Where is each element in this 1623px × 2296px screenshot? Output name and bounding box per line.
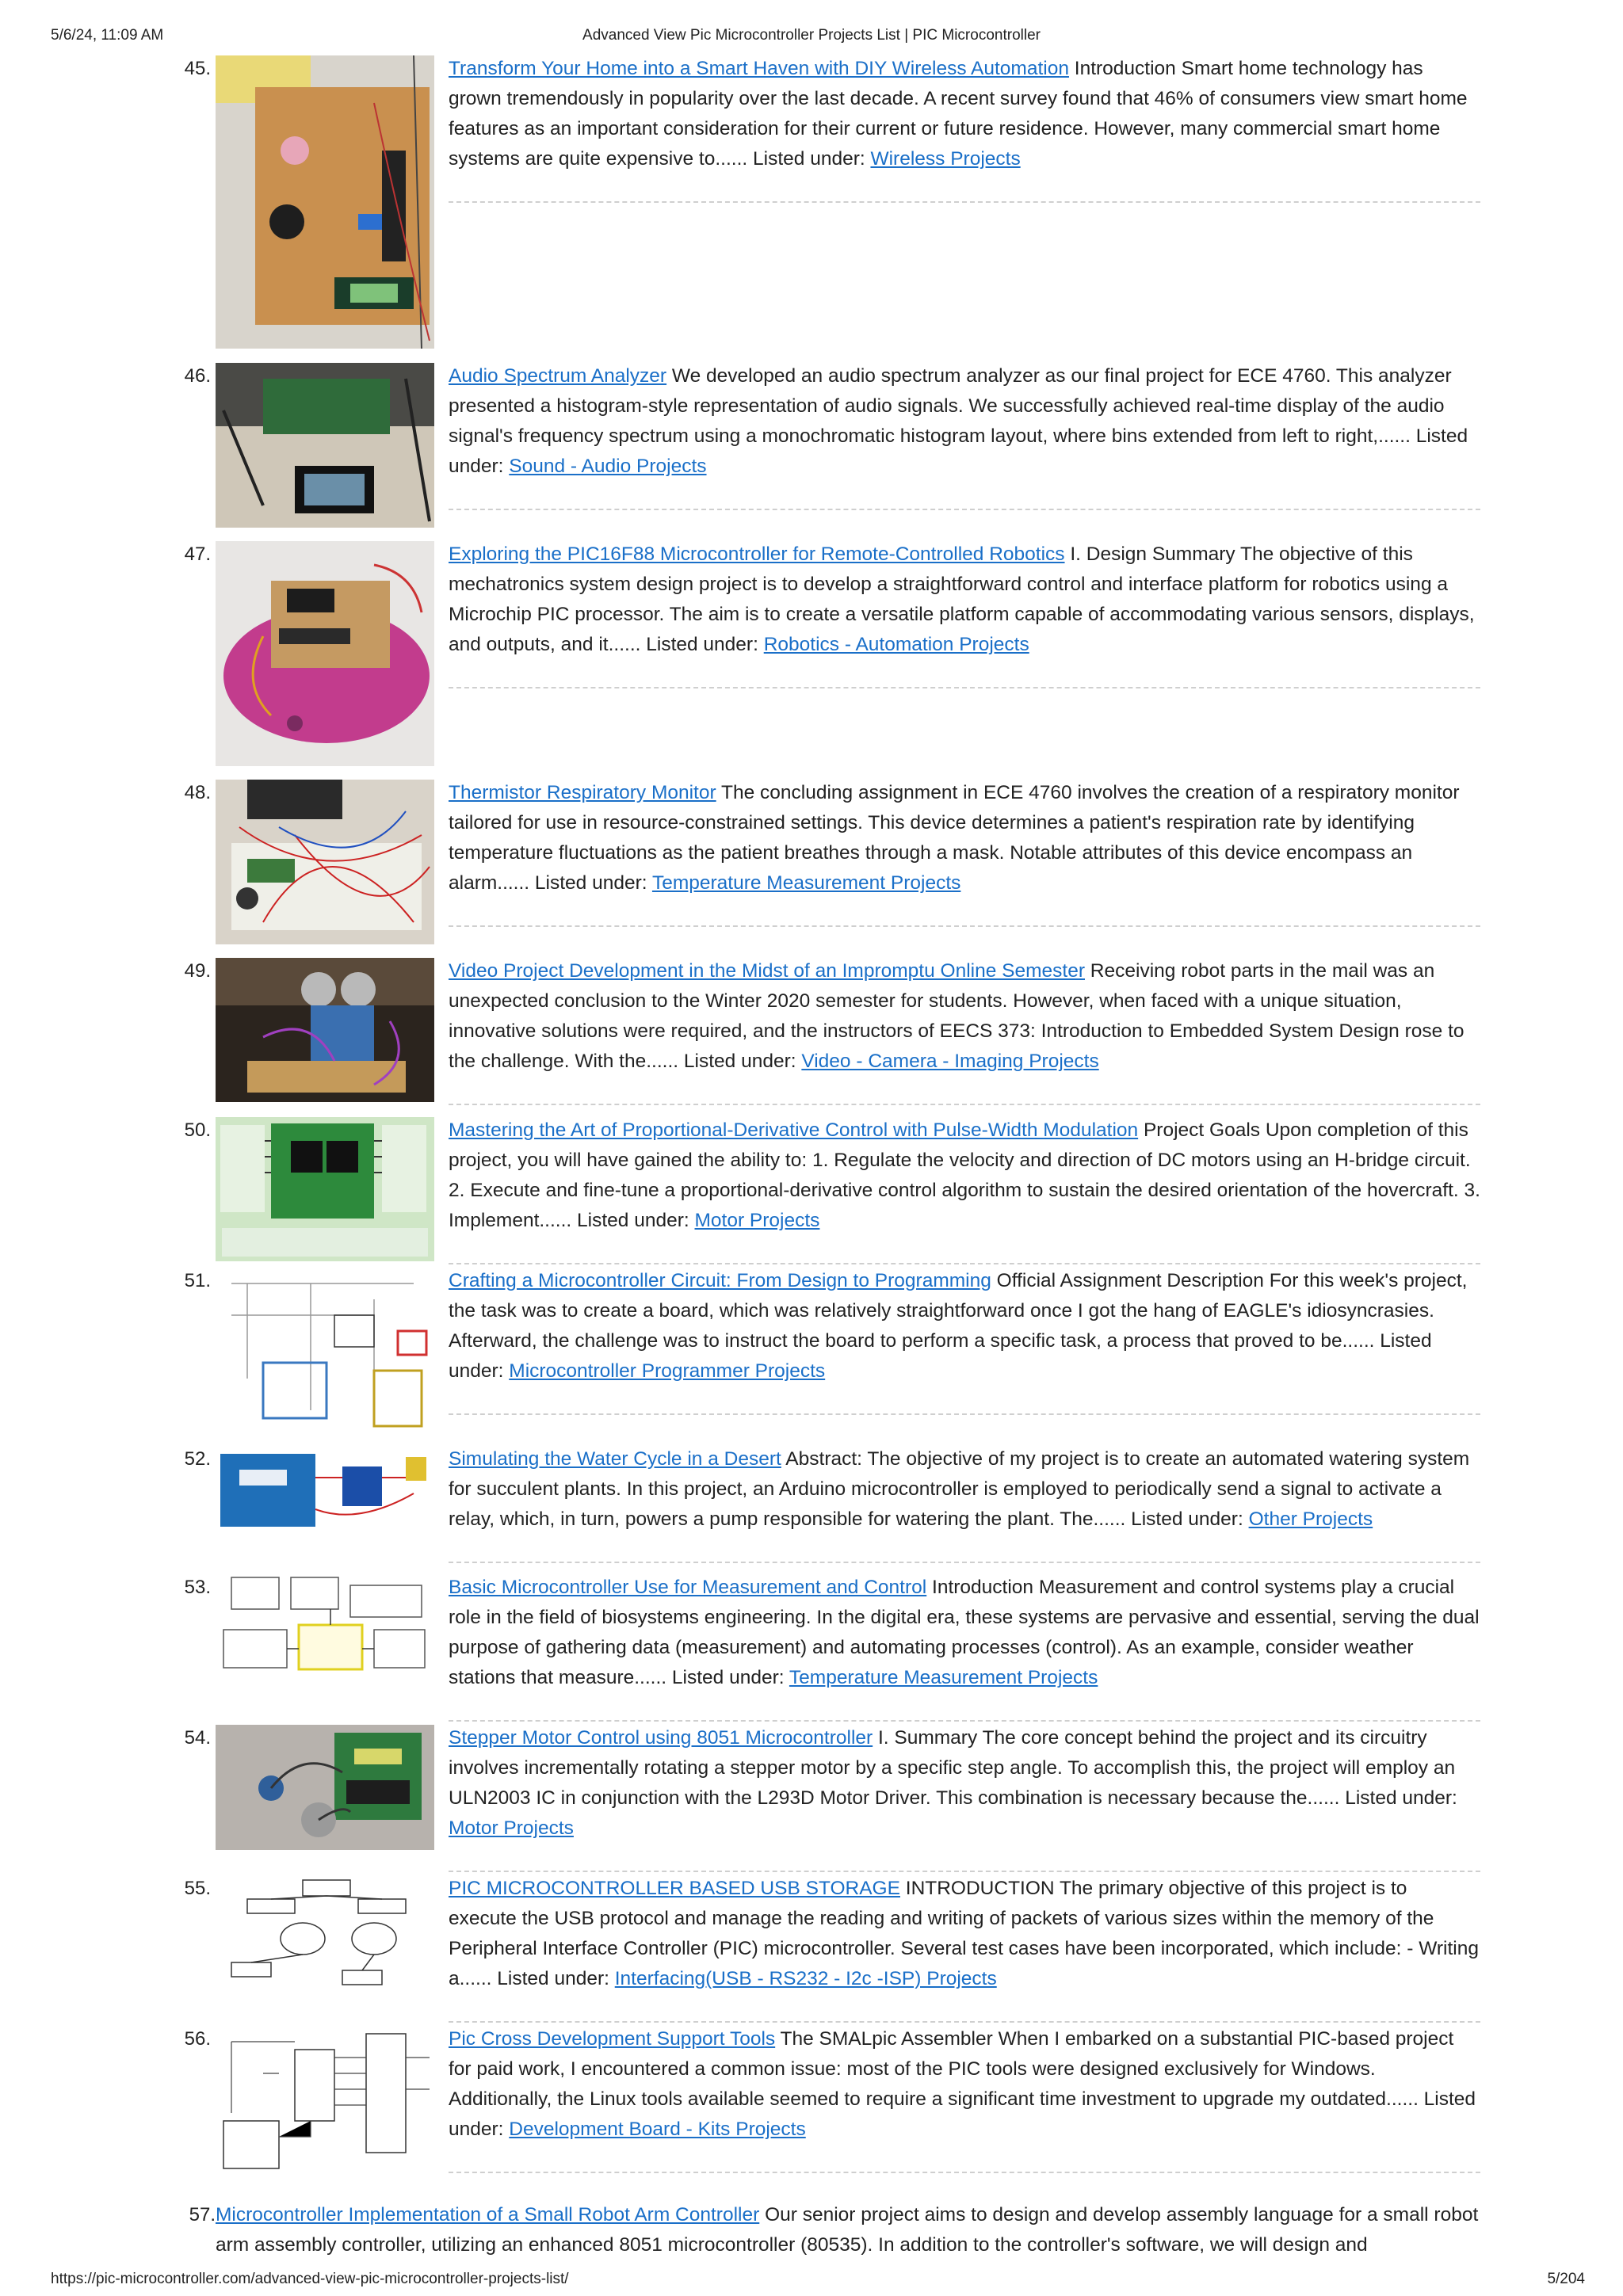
item-divider	[449, 1871, 1480, 1872]
item-number: 47.	[184, 543, 211, 565]
category-link[interactable]: Video - Camera - Imaging Projects	[801, 1051, 1099, 1072]
item-number: 55.	[184, 1878, 211, 1899]
item-number: 49.	[184, 960, 211, 982]
item-number: 45.	[184, 58, 211, 79]
robot-platform-photo-icon[interactable]	[216, 541, 434, 766]
item-description: We developed an audio spectrum analyzer as our final project for ECE 4760. This analyzer presented a histogram-style representation of audio signals. We successfully achieved real-time display of the audio signal's frequency spectrum using a monochromatic histogram layout, where bins extended from left to right,...... Listed under:	[449, 365, 1468, 477]
circuit-schematic-image-icon[interactable]	[216, 2026, 434, 2180]
category-link[interactable]: Wireless Projects	[870, 148, 1021, 170]
item-description: Abstract: The objective of my project is to create an automated watering system for succulent plants. In this project, an Arduino microcontroller is employed to periodically send a signal to activate a relay, which, in turn, powers a pump responsible for watering the plant. The...... Listed under:	[449, 1448, 1470, 1530]
item-text	[449, 956, 1480, 1077]
page-title: Advanced View Pic Microcontroller Projects List | PIC Microcontroller	[582, 27, 1041, 44]
project-link[interactable]: Pic Cross Development Support Tools	[449, 2028, 776, 2050]
ultrasonic-robot-photo-icon[interactable]	[216, 958, 434, 1102]
category-link[interactable]: Temperature Measurement Projects	[651, 872, 961, 894]
project-link[interactable]: Simulating the Water Cycle in a Desert	[449, 1448, 781, 1470]
item-divider	[449, 1104, 1480, 1105]
category-link[interactable]: Microcontroller Programmer Projects	[509, 1360, 826, 1382]
category-link[interactable]: Other Projects	[1248, 1508, 1373, 1530]
item-description: I. Design Summary The objective of this mechatronics system design project is to develop a straightforward control and interface platform for robotics using a Microchip PIC processor. The aim is to create a versatile platform capable of accommodating various sensors, displays, and outputs, and it...... Listed under:	[449, 543, 1475, 655]
page-number: 5/204	[1547, 2271, 1585, 2287]
category-link[interactable]: Development Board - Kits Projects	[509, 2119, 806, 2140]
project-link[interactable]: Mastering the Art of Proportional-Derivative Control with Pulse-Width Modulation	[449, 1119, 1139, 1141]
item-number: 51.	[184, 1270, 211, 1291]
project-link[interactable]: Transform Your Home into a Smart Haven with DIY Wireless Automation	[449, 58, 1069, 79]
item-text	[449, 1116, 1480, 1236]
item-description: I. Summary The core concept behind the project and its circuitry involves incrementally rotating a stepper motor by a specific step angle. To accomplish this, the project will employ an ULN2003 IC in conjunction with the L293D Motor Driver. This combination is necessary because the...... Listed under:	[449, 1727, 1457, 1809]
item-description: Project Goals Upon completion of this project, you will have gained the ability to: 1. Regulate the velocity and direction of DC motors using an H-bridge circuit. 2. Execute and fine-tune a proportional-derivative control algorithm to sustain the desired orientation of the hovercraft. 3. Implement...... Listed under:	[449, 1119, 1480, 1231]
project-link[interactable]: Exploring the PIC16F88 Microcontroller for Remote-Controlled Robotics	[449, 543, 1065, 565]
print-datetime: 5/6/24, 11:09 AM	[51, 27, 164, 44]
pcb-board-photo-icon[interactable]	[216, 55, 434, 349]
category-link[interactable]: Motor Projects	[449, 1817, 574, 1839]
item-description: Introduction Measurement and control systems play a crucial role in the field of biosystems engineering. In the digital era, these systems are pervasive and essential, serving the dual purpose of gathering data (measurement) and automating processes (control). As an example, consider weather stations that measure...... Listed under:	[449, 1577, 1480, 1688]
page-url: https://pic-microcontroller.com/advanced-view-pic-microcontroller-projects-list/	[51, 2271, 569, 2287]
item-divider	[449, 2172, 1480, 2173]
project-link[interactable]: Basic Microcontroller Use for Measurement and Control	[449, 1577, 927, 1598]
usb-topology-diagram-icon[interactable]	[216, 1875, 434, 1994]
project-link[interactable]: Thermistor Respiratory Monitor	[449, 782, 716, 803]
block-diagram-image-icon[interactable]	[216, 1574, 434, 1672]
schematic-image-icon[interactable]	[216, 1268, 434, 1432]
item-description: INTRODUCTION The primary objective of this project is to execute the USB protocol and manage the reading and writing of packets of various sizes within the memory of the Peripheral Interface Controller (PIC) microcontroller. Several test cases have been incorporated, which include: - Writing a...... Listed under:	[449, 1878, 1479, 1989]
item-divider	[449, 1263, 1480, 1264]
project-link[interactable]: Video Project Development in the Midst of an Impromptu Online Semester	[449, 960, 1085, 982]
category-link[interactable]: Interfacing(USB - RS232 - I2c -ISP) Projects	[614, 1968, 997, 1989]
arduino-relay-diagram-icon[interactable]	[216, 1446, 434, 1535]
stepper-motor-photo-icon[interactable]	[216, 1725, 434, 1850]
item-divider	[449, 1413, 1480, 1415]
item-divider	[449, 925, 1480, 927]
tft-display-photo-icon[interactable]	[216, 363, 434, 528]
item-number: 53.	[184, 1577, 211, 1598]
item-text	[449, 1573, 1480, 1693]
item-divider	[449, 201, 1480, 203]
project-link[interactable]: Microcontroller Implementation of a Small Robot Arm Controller	[216, 2204, 760, 2225]
item-description: Official Assignment Description For this week's project, the task was to create a board, which was relatively straightforward once I got the hang of EAGLE's idiosyncrasies. Afterward, the challenge was to instruct the board to perform a specific task, a process that proved to be...... Listed under:	[449, 1270, 1468, 1382]
item-text	[449, 778, 1480, 898]
item-text	[449, 54, 1480, 174]
item-description: The SMALpic Assembler When I embarked on a substantial PIC-based project for paid work, I encountered a common issue: most of the PIC tools were designed exclusively for Windows. Additionally, the Linux tools available seemed to require a significant time investment to upgrade my outdated...... Listed under:	[449, 2028, 1476, 2140]
item-text	[449, 540, 1480, 660]
item-text	[449, 1266, 1480, 1386]
item-text	[216, 2200, 1480, 2260]
item-number: 50.	[184, 1119, 211, 1141]
item-text	[449, 361, 1480, 482]
item-description: Receiving robot parts in the mail was an unexpected conclusion to the Winter 2020 semester for students. However, when faced with a unique situation, innovative solutions were required, and the instructors of EECS 373: Introduction to Embedded System Design rose to the challenge. With the...... Listed under:	[449, 960, 1465, 1072]
project-link[interactable]: PIC MICROCONTROLLER BASED USB STORAGE	[449, 1878, 900, 1899]
item-number: 52.	[184, 1448, 211, 1470]
item-description: The concluding assignment in ECE 4760 involves the creation of a respiratory monitor tailored for use in resource-constrained settings. This device determines a patient's respiration rate by identifying temperature fluctuations as the patient breathes through a mask. Notable attributes of this device encompass an alarm...... Listed under:	[449, 782, 1460, 894]
item-text	[449, 2024, 1480, 2145]
breadboard-photo-icon[interactable]	[216, 780, 434, 944]
project-link[interactable]: Audio Spectrum Analyzer	[449, 365, 667, 387]
category-link[interactable]: Sound - Audio Projects	[509, 456, 707, 477]
category-link[interactable]: Temperature Measurement Projects	[789, 1667, 1098, 1688]
item-number: 57.	[189, 2204, 216, 2225]
item-divider	[449, 1720, 1480, 1722]
item-description: Our senior project aims to design and develop assembly language for a small robot arm assembly controller, utilizing an enhanced 8051 microcontroller (80535). In addition to the controller's software, we will design and	[216, 2204, 1479, 2256]
item-number: 48.	[184, 782, 211, 803]
item-number: 54.	[184, 1727, 211, 1749]
item-divider	[449, 2021, 1480, 2023]
category-link[interactable]: Motor Projects	[694, 1210, 820, 1231]
item-divider	[449, 1562, 1480, 1563]
category-link[interactable]: Robotics - Automation Projects	[763, 634, 1029, 655]
item-description: Introduction Smart home technology has grown tremendously in popularity over the last decade. A recent survey found that 46% of consumers view smart home features as an important consideration for their current or future residence. However, many commercial smart home systems are quite expensive to...... Listed under:	[449, 58, 1468, 170]
motor-driver-board-image-icon[interactable]	[216, 1117, 434, 1261]
item-divider	[449, 509, 1480, 510]
item-text	[449, 1444, 1480, 1535]
item-text	[449, 1874, 1480, 1994]
item-divider	[449, 687, 1480, 688]
item-number: 46.	[184, 365, 211, 387]
item-text	[449, 1723, 1480, 1844]
project-link[interactable]: Stepper Motor Control using 8051 Microcontroller	[449, 1727, 873, 1749]
item-number: 56.	[184, 2028, 211, 2050]
project-link[interactable]: Crafting a Microcontroller Circuit: From Design to Programming	[449, 1270, 991, 1291]
